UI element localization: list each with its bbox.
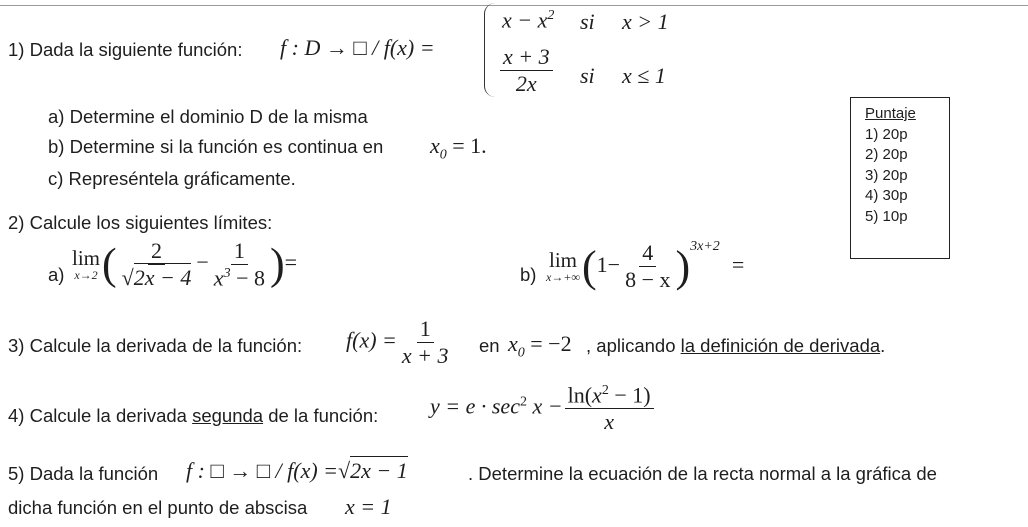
case-2-condition: x ≤ 1	[622, 63, 666, 88]
problem-1a: a) Determine el dominio D de la misma	[48, 106, 368, 127]
problem-2a-expression: lim x→2 ( $\frac{2}{√2x - 4}$ − $\frac{1}{x^3 - 8}$ )=	[72, 238, 298, 291]
puntaje-box	[850, 97, 950, 259]
puntaje-item: 4) 30p	[865, 187, 908, 204]
problem-1c: c) Represéntela gráficamente.	[48, 168, 296, 189]
problem-5-line2: dicha función en el punto de abscisa	[8, 497, 308, 518]
problem-2a-label: a)	[48, 264, 65, 285]
problem-3-label: 3) Calcule la derivada de la función:	[8, 335, 303, 356]
case-1-expression: $x - x^2$	[502, 7, 555, 33]
problem-2b-label: b)	[520, 264, 537, 285]
problem-1b: b) Determine si la función es continua en	[48, 136, 384, 157]
puntaje-item: 3) 20p	[865, 166, 908, 184]
problem-5-line1-prefix: 5) Dada la función	[8, 463, 159, 484]
case-2-si: si	[580, 63, 595, 88]
puntaje-item: 5) 10p	[865, 207, 908, 225]
puntaje-item: 1) 20p	[865, 125, 908, 143]
piecewise-brace	[484, 3, 495, 97]
problem-2-label: 2) Calcule los siguientes límites:	[8, 212, 273, 233]
problem-5-function: f : □ → □ / f(x) =√2x − 1	[186, 458, 408, 483]
case-1-condition: x > 1	[622, 9, 669, 34]
problem-4-expression: $y = e \cdot \sec^2 x$ − $\frac{\ln(x^2 - 1)}{x}$	[430, 384, 656, 433]
problem-3-en: en	[479, 335, 500, 356]
top-divider-line	[0, 5, 1028, 6]
problem-3-expression: f(x) = $\frac{1}{x + 3}$	[346, 316, 449, 368]
problem-3-point: $x_0 = -2$	[508, 331, 572, 361]
problem-5-line1-suffix: . Determine la ecuación de la recta normal a la gráfica de	[468, 463, 937, 484]
problem-1b-point: $x_0 = 1$.	[430, 133, 487, 163]
puntaje-item: 2) 20p	[865, 146, 908, 163]
puntaje-title: Puntaje	[865, 105, 916, 122]
problem-4-label: 4) Calcule la derivada segunda de la función:	[8, 405, 379, 426]
case-1-si: si	[580, 9, 595, 34]
problem-1-label: 1) Dada la siguiente función:	[8, 39, 243, 60]
problem-1-function-lhs: f : D → □ / f(x) =	[280, 35, 435, 60]
problem-3-aplicando: , aplicando la definición de derivada.	[586, 335, 886, 356]
problem-5-abscissa: x = 1	[345, 494, 392, 519]
problem-2b-expression: lim x→+∞ (1− $\frac{4}{8 - x}$ )$^{3x+2}$=	[546, 239, 745, 293]
case-2-fraction: $\frac{x + 3}{2x}$	[498, 46, 555, 95]
